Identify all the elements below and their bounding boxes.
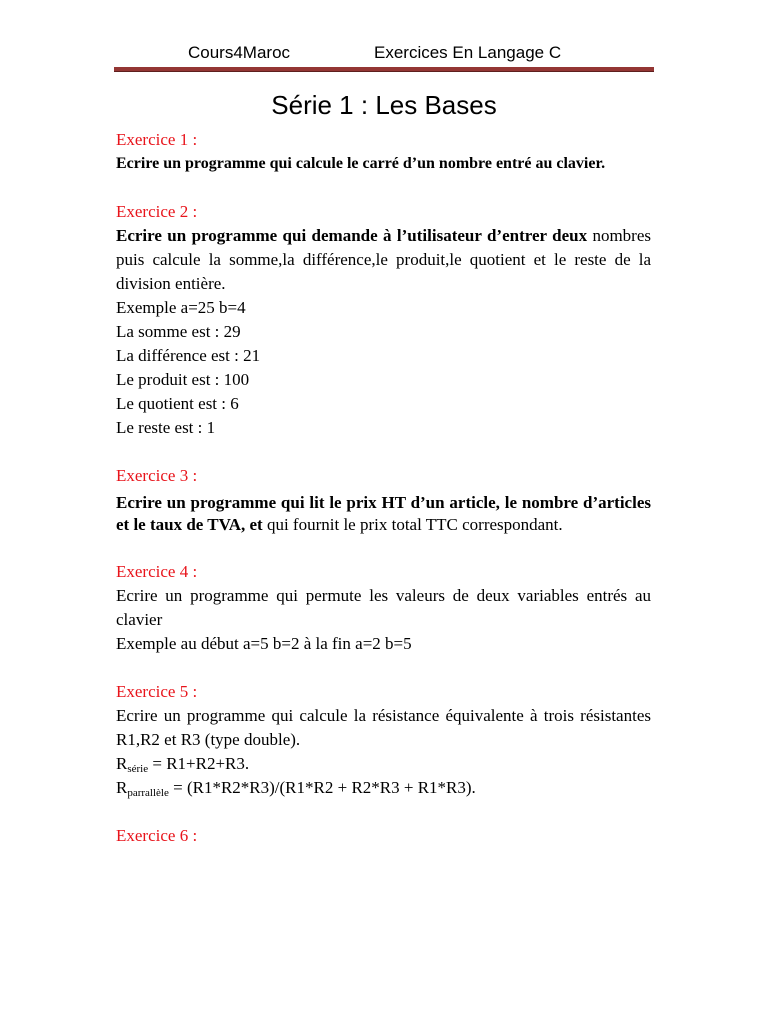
exercise-2-text-bold: Ecrire un programme qui demande à l’utilisateur d’entrer deux — [116, 226, 588, 245]
exercise-3-title: Exercice 3 : — [116, 466, 198, 485]
formula-expression: = (R1*R2*R3)/(R1*R2 + R2*R3 + R1*R3). — [168, 778, 476, 797]
exercise-4-example: Exemple au début a=5 b=2 à la fin a=2 b=5 — [116, 634, 412, 653]
exercise-1-title: Exercice 1 : — [116, 130, 198, 149]
exercise-3-text — [116, 492, 651, 536]
formula-subscript: série — [127, 763, 149, 775]
exercise-5-title: Exercice 5 : — [116, 682, 198, 701]
exercise-2-line: La différence est : 21 — [116, 346, 261, 365]
header-rule — [114, 67, 654, 72]
formula-subscript: parrallèle — [127, 787, 169, 799]
exercise-2-line: La somme est : 29 — [116, 322, 241, 341]
exercise-5-formula-parallele — [116, 776, 651, 800]
exercise-2-text-rest: nombres puis calcule la somme,la différence,le produit,le quotient et le reste de la division entière. — [116, 226, 652, 293]
header-site-name: Cours4Maroc — [188, 43, 291, 62]
formula-expression: = R1+R2+R3. — [148, 754, 250, 773]
exercise-2-title: Exercice 2 : — [116, 202, 198, 221]
exercise-4-title: Exercice 4 : — [116, 562, 198, 581]
page-title: Série 1 : Les Bases — [271, 90, 497, 120]
document-body — [116, 128, 651, 848]
exercise-5-text: Ecrire un programme qui calcule la résistance équivalente à trois résistantes R1,R2 et R3 (type double). — [116, 706, 651, 749]
exercise-3-text-bold: Ecrire un programme qui lit le prix HT d’un article, le nombre d’articles et le taux de TVA, et — [116, 493, 651, 534]
formula-symbol: R — [116, 754, 128, 773]
exercise-2-line: Le reste est : 1 — [116, 418, 216, 437]
exercise-2-line: Le quotient est : 6 — [116, 394, 239, 413]
formula-symbol: R — [116, 778, 128, 797]
exercise-2-text — [116, 224, 651, 296]
exercise-2-line: Le produit est : 100 — [116, 370, 250, 389]
exercise-4-text: Ecrire un programme qui permute les valeurs de deux variables entrés au clavier — [116, 586, 651, 629]
page-header — [0, 43, 768, 69]
header-course-title: Exercices En Langage C — [374, 43, 562, 62]
exercise-3-text-rest: qui fournit le prix total TTC correspondant. — [262, 515, 563, 534]
exercise-6-title: Exercice 6 : — [116, 826, 198, 845]
exercise-1-text: Ecrire un programme qui calcule le carré d’un nombre entré au clavier. — [116, 155, 606, 172]
exercise-2-line: Exemple a=25 b=4 — [116, 298, 246, 317]
exercise-5-formula-serie — [116, 752, 651, 776]
